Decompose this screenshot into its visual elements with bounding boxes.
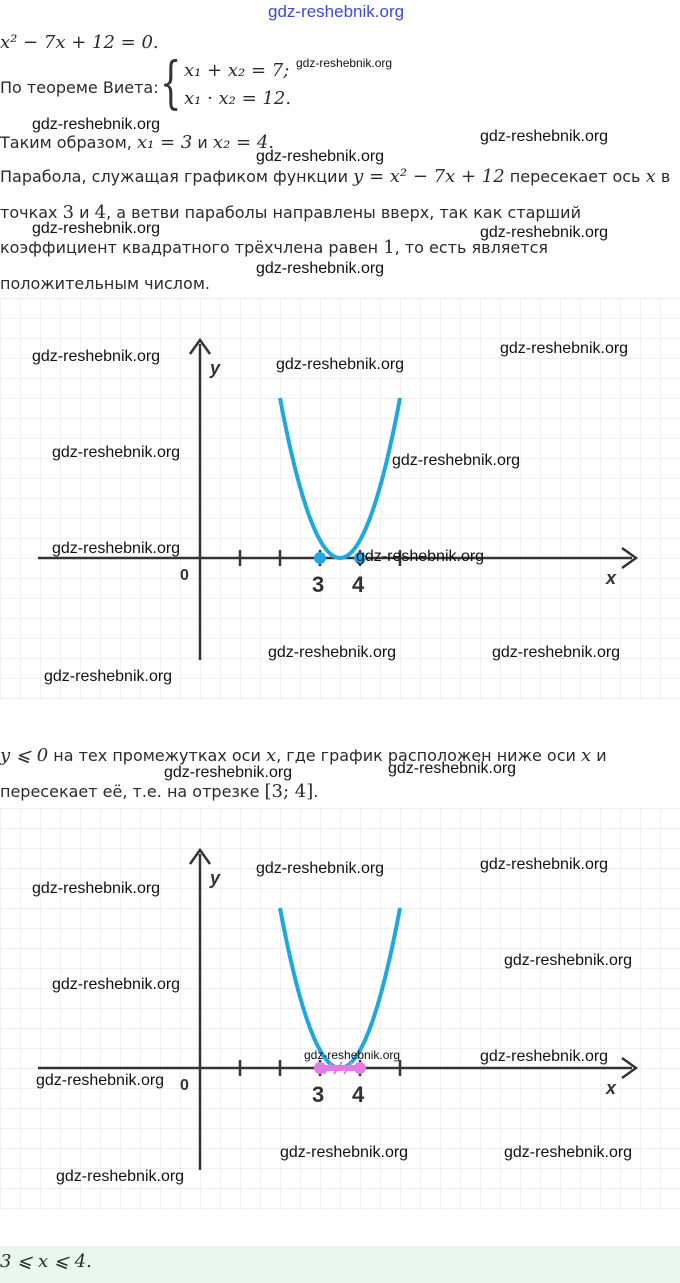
watermark: gdz-reshebnik.org: [52, 976, 181, 993]
vieta-prefix: По теореме Виета:: [0, 78, 159, 97]
watermark: gdz-reshebnik.org: [32, 220, 161, 237]
watermark: gdz-reshebnik.org: [52, 540, 181, 557]
root-label-4: 4: [352, 1082, 365, 1107]
root-x2: x₂ = 4.: [212, 132, 274, 153]
watermark: gdz-reshebnik.org: [268, 644, 397, 661]
roots-and: и: [197, 133, 208, 152]
watermark: gdz-reshebnik.org: [480, 856, 609, 873]
watermark: gdz-reshebnik.org: [356, 548, 485, 565]
root-x1: x₁ = 3: [136, 132, 193, 153]
root-point-4: [354, 1062, 366, 1074]
condition-inequality: y ⩽ 0: [0, 745, 49, 766]
graph-2: [0, 808, 680, 1210]
root-point-3: [314, 1062, 326, 1074]
function-formula: y = x² − 7x + 12: [353, 166, 505, 187]
condition-text: .: [313, 782, 319, 801]
root-label-3: 3: [312, 572, 325, 597]
roots-line: [0, 132, 274, 153]
watermark: gdz-reshebnik.org: [492, 644, 621, 661]
answer-box: [0, 1246, 680, 1283]
condition-line-2: [0, 781, 318, 802]
answer-text: 3 ⩽ x ⩽ 4.: [0, 1251, 92, 1272]
roots-prefix: Таким образом,: [0, 133, 132, 152]
watermark: gdz-reshebnik.org: [480, 224, 609, 241]
axis-symbol: x: [645, 166, 656, 187]
number-3: 3: [62, 202, 75, 223]
paragraph-text: в: [660, 167, 671, 186]
watermark: gdz-reshebnik.org: [504, 952, 633, 969]
brace-symbol: {: [160, 51, 182, 116]
watermark: gdz-reshebnik.org: [32, 880, 161, 897]
watermark: gdz-reshebnik.org: [56, 1168, 185, 1185]
paragraph-text: , то есть является: [394, 238, 549, 257]
watermark: gdz-reshebnik.org: [52, 444, 181, 461]
paragraph-text: , а ветви параболы направлены вверх, так как старший: [106, 203, 581, 222]
root-point-4: [354, 552, 366, 564]
watermark: gdz-reshebnik.org: [480, 1048, 609, 1065]
graph-1: [0, 298, 680, 700]
watermark: gdz-reshebnik.org: [256, 860, 385, 877]
number-4: 4: [94, 202, 107, 223]
root-label-4: 4: [352, 572, 365, 597]
watermark: gdz-reshebnik.org: [276, 356, 405, 373]
watermark: gdz-reshebnik.org: [32, 348, 161, 365]
paragraph-text: и: [79, 203, 90, 222]
origin-label: 0: [180, 1077, 189, 1094]
watermark: gdz-reshebnik.org: [392, 452, 521, 469]
paragraph-line-3: [0, 237, 548, 258]
watermark: gdz-reshebnik.org: [164, 764, 293, 781]
watermark: gdz-reshebnik.org: [36, 1072, 165, 1089]
condition-line-1: [0, 745, 607, 766]
watermark: gdz-reshebnik.org: [32, 116, 161, 133]
condition-text: , где график расположен ниже оси: [276, 746, 576, 765]
paragraph-line-4: положительным числом.: [0, 274, 210, 293]
paragraph-text: пересекает ось: [509, 167, 641, 186]
watermark: gdz-reshebnik.org: [296, 56, 393, 70]
paragraph-text: точках: [0, 203, 58, 222]
y-axis-label: y: [210, 868, 221, 888]
paragraph-text: Парабола, служащая графиком функции: [0, 167, 348, 186]
condition-text: и: [596, 746, 607, 765]
watermark: gdz-reshebnik.org: [504, 1144, 633, 1161]
vieta-row-2: x₁ · x₂ = 12.: [184, 88, 292, 109]
paragraph-line-2: [0, 202, 581, 223]
axis-symbol: x: [580, 745, 592, 766]
paragraph-text: коэффициент квадратного трёхчлена равен: [0, 238, 379, 257]
watermark: gdz-reshebnik.org: [500, 340, 629, 357]
watermark: gdz-reshebnik.org: [388, 760, 517, 777]
root-label-3: 3: [312, 1082, 325, 1107]
paragraph-line-1: [0, 166, 670, 187]
watermark: gdz-reshebnik.org: [304, 1048, 401, 1062]
grid-background: [0, 298, 680, 700]
watermark: gdz-reshebnik.org: [44, 668, 173, 685]
site-link[interactable]: gdz-reshebnik.org: [268, 2, 405, 21]
number-1: 1: [383, 237, 395, 258]
condition-text: на тех промежутках оси: [53, 746, 261, 765]
watermark: gdz-reshebnik.org: [256, 148, 385, 165]
grid-background: [0, 808, 680, 1210]
watermark: gdz-reshebnik.org: [280, 1144, 409, 1161]
x-axis-label: x: [606, 1078, 617, 1098]
vieta-row-1: x₁ + x₂ = 7;: [184, 60, 290, 81]
y-axis-label: y: [210, 358, 221, 378]
watermark: gdz-reshebnik.org: [256, 260, 385, 277]
root-point-3: [314, 552, 326, 564]
condition-text: пересекает её, т.е. на отрезке: [0, 782, 260, 801]
axis-symbol: x: [265, 745, 277, 766]
x-axis-label: x: [606, 568, 617, 588]
origin-label: 0: [180, 567, 189, 584]
watermark: gdz-reshebnik.org: [480, 128, 609, 145]
segment-notation: [3; 4]: [264, 781, 314, 802]
equation: x² − 7x + 12 = 0.: [0, 32, 159, 53]
